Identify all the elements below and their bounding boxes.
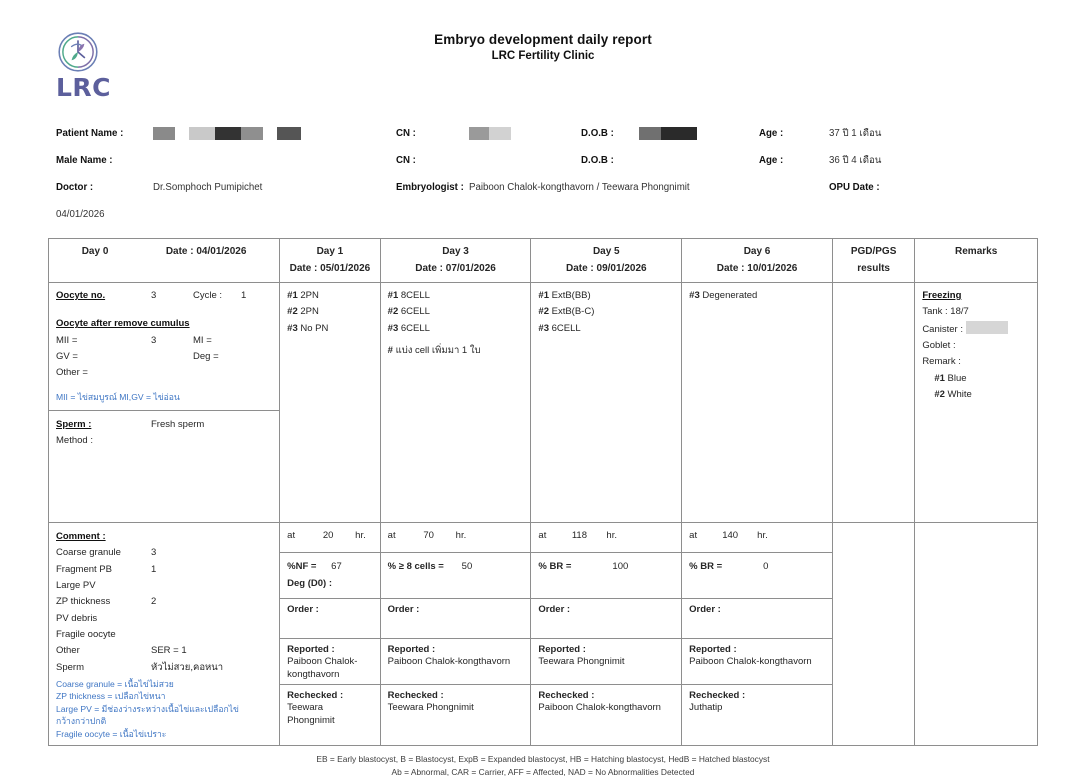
list-item xyxy=(287,288,373,304)
comment-title: Comment : xyxy=(56,531,106,542)
remark-text: White xyxy=(947,388,972,400)
page-subtitle: LRC Fertility Clinic xyxy=(491,50,595,62)
header-pgd-pgs xyxy=(832,239,914,283)
gv-value xyxy=(151,349,193,365)
embryo-tag: #1 xyxy=(387,290,399,301)
comment-value: 2 xyxy=(151,596,157,608)
cell-day5 xyxy=(531,283,682,523)
rechecked-label: Rechecked : xyxy=(287,689,344,701)
remark-tag: #2 xyxy=(934,388,945,400)
embryo-stage: 6CELL xyxy=(400,322,430,334)
age-value-2: 36 ปี 4 เดือน xyxy=(829,155,882,166)
comment-label: Large PV xyxy=(56,579,96,591)
cycle-value: 1 xyxy=(241,290,247,301)
rechecked-name: Juthatip xyxy=(689,701,723,713)
other-label: Other = xyxy=(56,367,88,379)
embryo-tag: #3 xyxy=(287,322,298,334)
reported-name: Paiboon Chalok-kongthavorn xyxy=(387,655,511,667)
comment-label: Fragment PB xyxy=(56,563,112,575)
sperm-label: Sperm : xyxy=(56,419,92,431)
embryo-stage: Degenerated xyxy=(702,290,758,301)
embryo-tag: #1 xyxy=(287,290,298,301)
report-header xyxy=(48,24,1038,116)
embryo-tag: #1 xyxy=(538,290,549,301)
method-row xyxy=(56,433,272,449)
comment-value: 3 xyxy=(151,547,157,559)
time-row xyxy=(538,528,674,543)
metric-row xyxy=(388,558,524,576)
embryo-tag: # xyxy=(387,344,393,356)
dob-value-2 xyxy=(639,147,759,174)
remark-label: Remark : xyxy=(922,356,961,368)
time-row xyxy=(388,528,524,543)
legend-line: Fragile oocyte = เนื้อไข่เปราะ xyxy=(56,728,167,739)
embryo-tag: #3 xyxy=(538,322,549,334)
list-item xyxy=(287,304,373,320)
comment-item xyxy=(56,660,272,676)
cell-day1 xyxy=(280,283,381,523)
header-day3 xyxy=(380,239,531,283)
opu-date-label: OPU Date : xyxy=(829,182,880,193)
deg-label: Deg = xyxy=(193,350,219,362)
legend-line: กว้างกว่าปกติ xyxy=(56,716,107,727)
header-day0 xyxy=(49,239,280,283)
age-label-1: Age : xyxy=(759,128,784,139)
hr-label: hr. xyxy=(606,530,617,541)
page-title: Embryo development daily report xyxy=(434,32,652,47)
reported-block xyxy=(381,639,531,685)
legend-line: Large PV = มีช่องว่างระหว่างเนื้อไข่และเปลือกไข่ xyxy=(56,703,239,714)
oocyte-no-row xyxy=(56,288,272,304)
metric-value: 50 xyxy=(461,560,473,572)
rechecked-block xyxy=(682,685,832,720)
embryo-development-table xyxy=(48,238,1038,746)
at-label: at xyxy=(538,530,547,541)
oocyte-no-value: 3 xyxy=(151,290,157,301)
comment-thai-legend xyxy=(56,678,272,740)
canister-label: Canister : xyxy=(922,323,963,335)
embryo-stage: No PN xyxy=(300,322,329,334)
doctor-label: Doctor : xyxy=(56,182,94,193)
list-item xyxy=(538,321,674,337)
table-header-row xyxy=(49,239,1038,283)
cell-remarks-lower xyxy=(915,523,1038,746)
sperm-value: Fresh sperm xyxy=(151,419,205,431)
tank-label: Tank : 18/7 xyxy=(922,306,969,318)
cn-value-2 xyxy=(469,147,581,174)
comment-item xyxy=(56,545,272,561)
reported-block xyxy=(682,639,832,685)
freezing-label: Freezing xyxy=(922,290,962,301)
order-day6: Order : xyxy=(682,598,833,638)
list-item xyxy=(388,304,524,320)
comment-value: SER = 1 xyxy=(151,645,187,657)
time-row xyxy=(287,528,373,543)
list-item xyxy=(689,288,825,304)
remark-text: Blue xyxy=(947,372,967,384)
title-block xyxy=(48,32,1038,62)
list-item xyxy=(538,304,674,320)
remark-tag: #1 xyxy=(934,372,945,384)
other-value xyxy=(151,365,193,381)
list-item xyxy=(388,343,524,359)
comment-label: ZP thickness xyxy=(56,596,111,608)
embryo-tag: #3 xyxy=(689,290,700,301)
pgd-label-line1: PGD/PGS xyxy=(850,246,897,257)
footer-line-2: Ab = Abnormal, CAR = Carrier, AFF = Affected, NAD = No Abnormalities Detected xyxy=(391,766,695,777)
list-item xyxy=(388,288,524,304)
cell-pct-day3 xyxy=(380,552,531,598)
oocyte-no-label: Oocyte no. xyxy=(56,290,106,301)
cell-pct-day5 xyxy=(531,552,682,598)
cn-label-2: CN : xyxy=(396,155,416,166)
doctor-value: Dr.Somphoch Pumipichet xyxy=(153,182,263,193)
metric-value: 67 xyxy=(331,560,342,572)
hr-label: hr. xyxy=(355,530,366,541)
comment-row xyxy=(49,523,1038,553)
order-day5: Order : xyxy=(531,598,682,638)
redacted-dob-1 xyxy=(639,127,697,140)
at-label: at xyxy=(287,530,296,541)
embryo-note: แบ่ง cell เพิ่มมา 1 ใบ xyxy=(395,344,481,356)
time-row xyxy=(689,528,825,543)
hours-value: 70 xyxy=(423,530,434,541)
observation-row xyxy=(49,283,1038,523)
order-day1: Order : xyxy=(280,598,381,638)
redacted-cn-1 xyxy=(469,127,511,140)
rechecked-label: Rechecked : xyxy=(387,689,444,701)
footer-legend xyxy=(48,753,1038,778)
list-item xyxy=(922,387,1030,403)
embryo-stage: ExtB(B-C) xyxy=(551,306,595,318)
cell-remarks xyxy=(915,283,1038,523)
pgd-label-line2: results xyxy=(857,262,890,274)
redacted-canister-value xyxy=(966,321,1008,334)
cycle-label: Cycle : xyxy=(193,290,223,301)
reported-label: Reported : xyxy=(689,643,737,655)
opu-date-value: 04/01/2026 xyxy=(56,209,105,220)
age-value-1: 37 ปี 1 เดือน xyxy=(829,128,882,139)
age-label-2: Age : xyxy=(759,155,784,166)
embryo-stage: 2PN xyxy=(300,306,319,318)
cn-label-1: CN : xyxy=(396,128,416,139)
cell-pgd-lower xyxy=(832,523,914,746)
day5-date: Date : 09/01/2026 xyxy=(565,262,647,274)
cell-day0 xyxy=(49,283,280,523)
day6-label: Day 6 xyxy=(743,246,771,257)
cell-signature-day5 xyxy=(531,638,682,746)
cell-measure-time-day5 xyxy=(531,523,682,553)
cell-pct-day6 xyxy=(682,552,833,598)
metric-row xyxy=(538,558,674,576)
at-label: at xyxy=(689,530,698,541)
gv-label: GV = xyxy=(56,350,78,362)
cell-measure-time-day1 xyxy=(280,523,381,553)
header-day1 xyxy=(280,239,381,283)
cell-measure-time-day6 xyxy=(682,523,833,553)
deg-d0-label: Deg (D0) : xyxy=(287,577,333,589)
comment-label: Fragile oocyte xyxy=(56,628,116,640)
patient-name-value xyxy=(153,120,396,147)
day6-date: Date : 10/01/2026 xyxy=(716,262,798,274)
comment-label: Other xyxy=(56,645,80,657)
canister-row xyxy=(922,321,1030,338)
cell-signature-day3 xyxy=(380,638,531,746)
embryologist-value: Paiboon Chalok-kongthavorn / Teewara Phongnimit xyxy=(469,182,690,193)
metric-row xyxy=(287,558,373,576)
comment-item xyxy=(56,611,272,627)
metric-value: 100 xyxy=(612,560,629,572)
day3-date: Date : 07/01/2026 xyxy=(415,262,496,274)
day0-thai-note: MII = ไข่สมบูรณ์ MI,GV = ไข่อ่อน xyxy=(56,391,180,402)
comment-value: 1 xyxy=(151,563,157,575)
hours-value: 140 xyxy=(722,530,739,541)
rechecked-block xyxy=(280,685,380,734)
day5-label: Day 5 xyxy=(592,246,620,257)
day0-date: Date : 04/01/2026 xyxy=(165,246,247,257)
metric-label: %NF = xyxy=(287,560,317,572)
day1-label: Day 1 xyxy=(316,246,344,257)
reported-label: Reported : xyxy=(287,643,335,655)
hr-label: hr. xyxy=(757,530,768,541)
method-label: Method : xyxy=(56,435,93,447)
reported-block xyxy=(280,639,380,685)
reported-name: Teewara Phongnimit xyxy=(538,655,625,667)
at-label: at xyxy=(387,530,396,541)
embryo-tag: #2 xyxy=(387,306,399,318)
sperm-row xyxy=(56,417,272,433)
hr-label: hr. xyxy=(455,530,467,541)
oocyte-after-cumulus-label: Oocyte after remove cumulus xyxy=(56,318,190,330)
comment-item xyxy=(56,594,272,610)
comment-item xyxy=(56,627,272,643)
comment-label: PV debris xyxy=(56,612,98,624)
header-day5 xyxy=(531,239,682,283)
mii-value: 3 xyxy=(151,334,157,346)
comment-label: Sperm xyxy=(56,661,84,673)
cell-measure-time-day3 xyxy=(380,523,531,553)
reported-label: Reported : xyxy=(538,643,586,655)
dob-value-1 xyxy=(639,120,759,147)
legend-line: ZP thickness = เปลือกไข่หนา xyxy=(56,691,166,702)
patient-info-grid xyxy=(56,120,1038,228)
gv-deg-row xyxy=(56,349,272,365)
list-item xyxy=(287,321,373,337)
header-remarks: Remarks xyxy=(915,239,1038,283)
reported-label: Reported : xyxy=(387,643,436,655)
embryologist-label: Embryologist : xyxy=(396,182,464,193)
cell-comment xyxy=(49,523,280,746)
footer-line-1: EB = Early blastocyst, B = Blastocyst, ExpB = Expanded blastocyst, HB = Hatching blastocyst, HedB = Hatched blastocyst xyxy=(316,754,770,765)
embryo-stage: 6CELL xyxy=(551,322,581,334)
comment-item xyxy=(56,643,272,659)
rechecked-name: Teewara Phongnimit xyxy=(287,701,335,727)
reported-block xyxy=(531,639,681,685)
embryo-tag: #2 xyxy=(287,306,298,318)
reported-name: Paiboon Chalok-kongthavorn xyxy=(287,655,358,681)
mi-label: MI = xyxy=(193,334,212,346)
metric-label: % ≥ 8 cells = xyxy=(387,560,444,572)
cell-day6 xyxy=(682,283,833,523)
comment-item xyxy=(56,562,272,578)
cn-value-1 xyxy=(469,120,581,147)
legend-line: Coarse granule = เนื้อไข่ไม่สวย xyxy=(56,678,174,689)
day3-label: Day 3 xyxy=(442,246,469,257)
list-item xyxy=(388,321,524,337)
rechecked-name: Teewara Phongnimit xyxy=(387,701,474,713)
embryo-stage: 2PN xyxy=(300,290,319,301)
embryo-tag: #2 xyxy=(538,306,549,318)
sperm-section xyxy=(49,410,279,450)
cell-signature-day6 xyxy=(682,638,833,746)
cell-pgd-results xyxy=(832,283,914,523)
order-day3: Order : xyxy=(380,598,531,638)
mii-label: MII = xyxy=(56,334,78,346)
embryo-tag: #3 xyxy=(387,322,399,334)
cell-pct-day1 xyxy=(280,552,381,598)
header-day6 xyxy=(682,239,833,283)
goblet-label: Goblet : xyxy=(922,339,956,351)
dob-label-2: D.O.B : xyxy=(581,155,614,166)
other-row xyxy=(56,365,272,381)
comment-value: หัวไม่สวย,คอหนา xyxy=(151,661,224,673)
embryo-stage: 8CELL xyxy=(400,290,430,301)
cell-day3 xyxy=(380,283,531,523)
rechecked-label: Rechecked : xyxy=(538,689,595,701)
mii-mi-row xyxy=(56,333,272,349)
cell-signature-day1 xyxy=(280,638,381,746)
list-item xyxy=(922,371,1030,387)
day1-date: Date : 05/01/2026 xyxy=(289,262,371,274)
rechecked-block xyxy=(381,685,531,720)
list-item xyxy=(538,288,674,304)
brand-wordmark: LRC xyxy=(56,73,112,102)
metric-value: 0 xyxy=(763,560,769,572)
reported-name: Paiboon Chalok-kongthavorn xyxy=(689,655,812,667)
comment-item xyxy=(56,578,272,594)
comment-label: Coarse granule xyxy=(56,547,121,559)
day0-label: Day 0 xyxy=(81,246,109,257)
dob-label-1: D.O.B : xyxy=(581,128,614,139)
male-name-value xyxy=(153,147,396,174)
patient-name-label: Patient Name : xyxy=(56,128,124,139)
rechecked-block xyxy=(531,685,681,720)
redacted-patient-name xyxy=(153,127,301,140)
male-name-label: Male Name : xyxy=(56,155,113,166)
embryo-stage: ExtB(BB) xyxy=(551,290,591,301)
metric-label: % BR = xyxy=(538,560,572,572)
metric-row xyxy=(689,558,825,576)
hours-value: 118 xyxy=(571,530,587,541)
rechecked-name: Paiboon Chalok-kongthavorn xyxy=(538,701,661,713)
embryo-stage: 6CELL xyxy=(400,306,430,318)
metric-label: % BR = xyxy=(689,560,723,572)
hours-value: 20 xyxy=(322,530,334,541)
rechecked-label: Rechecked : xyxy=(689,689,746,701)
